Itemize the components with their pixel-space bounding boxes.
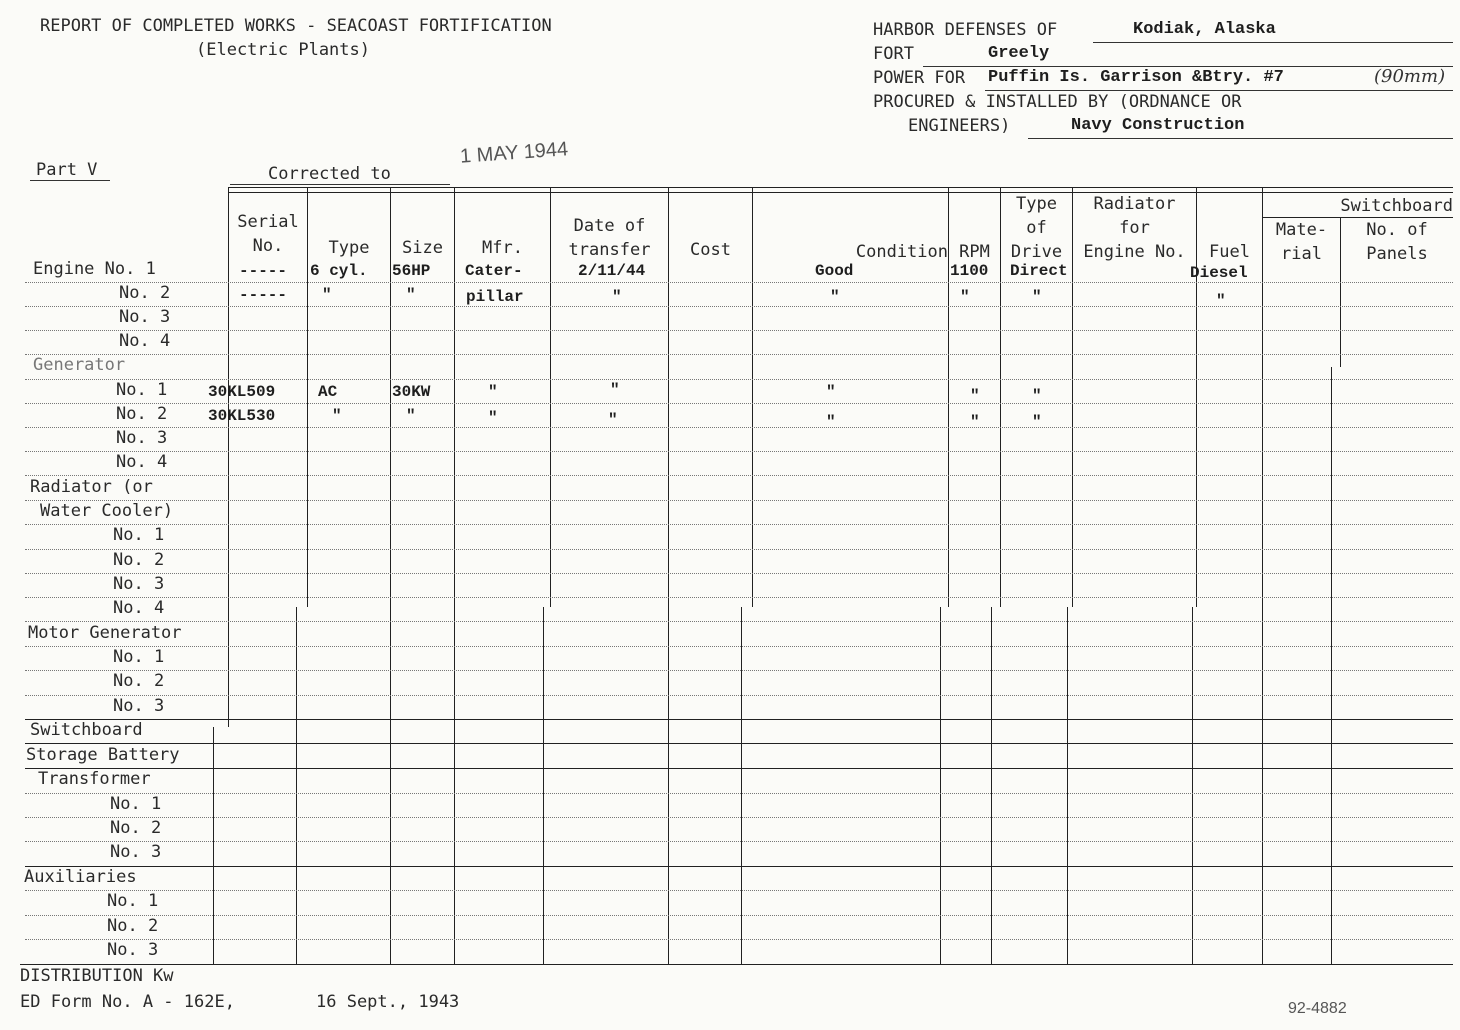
col-drive-l3: Drive (1010, 242, 1063, 262)
cell-condition: " (830, 288, 840, 306)
row-label: No. 1 (116, 380, 168, 400)
cell-type: " (322, 286, 332, 304)
row-rule-solid (25, 743, 1453, 744)
part-label: Part V (36, 160, 98, 180)
row-label: Motor Generator (28, 623, 182, 643)
form-subtitle: (Electric Plants) (196, 40, 370, 60)
row-label: No. 1 (113, 525, 165, 545)
row-rule (25, 282, 1453, 283)
row-rule (25, 670, 1453, 671)
row-label: No. 3 (110, 842, 162, 862)
engineers-label: ENGINEERS) (908, 116, 1011, 136)
cell-size: " (406, 286, 416, 304)
row-label: No. 3 (107, 940, 159, 960)
row-label: No. 1 (113, 647, 165, 667)
col-radiator-l3: Engine No. (1083, 242, 1186, 262)
cell-serial: 30KL530 (208, 407, 276, 425)
corrected-label: Corrected to (268, 164, 391, 184)
col-cost: Cost (690, 240, 731, 260)
row-rule (25, 841, 1453, 842)
row-rule (25, 354, 1453, 355)
cell-drive: " (1032, 413, 1042, 431)
row-label: Water Cooler) (40, 501, 174, 521)
col-size: Size (402, 238, 443, 258)
row-label: No. 1 (107, 891, 159, 911)
cell-size: 30KW (392, 383, 431, 401)
table-bottom-rule (20, 964, 1453, 965)
cell-drive: " (1032, 288, 1042, 306)
col-material-l1: Mate- (1275, 220, 1328, 240)
row-label: No. 3 (113, 574, 165, 594)
cell-mfr: " (488, 409, 498, 427)
procured-label: PROCURED & INSTALLED BY (ORDNANCE OR (873, 92, 1242, 112)
col-type: Type (328, 238, 370, 258)
row-label: Engine No. 1 (33, 259, 156, 279)
cell-size: 56HP (392, 262, 431, 280)
row-label: No. 2 (116, 404, 168, 424)
row-label: No. 2 (113, 671, 165, 691)
col-switchboard: Switchboard (1340, 196, 1453, 216)
row-rule (25, 427, 1453, 428)
col-divider (1331, 367, 1332, 964)
power-value: Puffin Is. Garrison &Btry. #7 (988, 68, 1284, 87)
row-rule (25, 306, 1453, 307)
col-rpm: RPM (959, 242, 990, 262)
col-divider (1192, 607, 1193, 964)
col-serial-l2: No. (252, 236, 284, 256)
cell-size: " (406, 407, 416, 425)
fort-label: FORT (873, 44, 914, 64)
col-divider (296, 607, 297, 964)
col-divider (1262, 187, 1263, 964)
cell-type: " (332, 407, 342, 425)
col-drive-l2: of (1026, 218, 1047, 238)
row-label: Generator (33, 355, 126, 375)
power-label: POWER FOR (873, 68, 966, 88)
cell-mfr: pillar (466, 288, 524, 306)
date-stamp: 1 MAY 1944 (459, 138, 569, 168)
harbor-label: HARBOR DEFENSES OF (873, 20, 1058, 40)
col-condition: Condition (855, 242, 948, 262)
cell-condition: " (826, 383, 836, 401)
table-top-rule (228, 187, 1453, 188)
row-label: Transformer (38, 769, 151, 789)
col-divider (668, 187, 669, 964)
procured-value: Navy Construction (1071, 116, 1245, 135)
row-label: No. 1 (110, 794, 162, 814)
col-divider (390, 187, 391, 964)
part-underline (30, 160, 110, 181)
col-divider (991, 607, 992, 964)
cell-condition: Good (815, 262, 854, 280)
form-date: 16 Sept., 1943 (316, 992, 460, 1012)
col-radiator-l2: for (1119, 218, 1150, 238)
harbor-value: Kodiak, Alaska (1133, 20, 1276, 39)
col-divider (543, 607, 544, 964)
form-number: ED Form No. A - 162E, (20, 992, 235, 1012)
cell-serial: ----- (239, 286, 288, 304)
cell-drive: Direct (1010, 262, 1068, 280)
cell-condition: " (826, 413, 836, 431)
distribution-label: DISTRIBUTION Kw (20, 966, 174, 986)
col-panels-l1: No. of (1366, 220, 1428, 240)
cell-serial: 30KL509 (208, 383, 276, 401)
document-number: 92-4882 (1288, 1000, 1347, 1017)
cell-serial: ----- (239, 262, 288, 280)
row-rule (25, 915, 1453, 916)
row-label: No. 3 (113, 696, 165, 716)
col-divider (741, 607, 742, 964)
cell-date: " (608, 411, 618, 429)
row-label: No. 4 (113, 598, 165, 618)
row-rule (25, 695, 1453, 696)
row-rule (25, 403, 1453, 404)
col-serial-l1: Serial (237, 212, 299, 232)
col-date-l1: Date of (573, 216, 646, 236)
row-rule (25, 621, 1453, 622)
cell-rpm: " (970, 387, 980, 405)
col-drive-l1: Type (1016, 194, 1057, 214)
cell-mfr: Cater- (465, 262, 523, 280)
row-label: No. 2 (110, 818, 162, 838)
col-divider (454, 187, 455, 964)
power-handwritten: (90mm) (1374, 66, 1446, 87)
row-rule (25, 890, 1453, 891)
cell-fuel: " (1216, 292, 1226, 310)
form-title: REPORT OF COMPLETED WORKS - SEACOAST FORTIFICATION (40, 16, 552, 36)
row-label: No. 2 (113, 550, 165, 570)
row-rule (25, 573, 1453, 574)
row-label: No. 4 (119, 331, 171, 351)
row-rule (25, 793, 1453, 794)
col-panels-l2: Panels (1366, 244, 1428, 264)
row-rule-solid (25, 719, 1453, 720)
col-divider (213, 727, 214, 964)
row-label: No. 2 (107, 916, 159, 936)
fort-value: Greely (988, 44, 1050, 63)
col-material-l2: rial (1281, 244, 1322, 264)
row-rule (25, 330, 1453, 331)
row-rule (25, 524, 1453, 525)
row-rule (25, 817, 1453, 818)
cell-fuel: Diesel (1190, 264, 1248, 282)
row-label: No. 2 (119, 283, 171, 303)
row-rule-solid (25, 866, 1453, 867)
col-divider (940, 607, 941, 964)
cell-date: 2/11/44 (578, 262, 646, 280)
col-radiator-l1: Radiator (1093, 194, 1176, 214)
row-rule (25, 646, 1453, 647)
col-fuel: Fuel (1209, 242, 1250, 262)
table-top-rule-2 (228, 192, 1453, 193)
col-mfr: Mfr. (482, 238, 523, 258)
row-rule (25, 475, 1453, 476)
row-rule-solid (25, 768, 1453, 769)
row-label: Radiator (or (30, 477, 153, 497)
row-rule (25, 597, 1453, 598)
col-divider (1067, 607, 1068, 964)
corrected-underline (230, 162, 450, 185)
row-label: No. 3 (116, 428, 168, 448)
row-rule (25, 451, 1453, 452)
cell-drive: " (1032, 387, 1042, 405)
cell-rpm: " (970, 413, 980, 431)
row-label: Switchboard (30, 720, 143, 740)
row-label: No. 3 (119, 307, 171, 327)
cell-type: 6 cyl. (310, 262, 368, 280)
cell-mfr: " (488, 383, 498, 401)
cell-rpm: " (960, 288, 970, 306)
col-divider (752, 187, 753, 607)
cell-rpm: 1100 (950, 262, 989, 280)
row-rule (25, 549, 1453, 550)
cell-date: " (610, 381, 620, 399)
row-label: No. 4 (116, 452, 168, 472)
row-rule (25, 379, 1453, 380)
cell-type: AC (318, 383, 338, 401)
row-label: Auxiliaries (24, 867, 137, 887)
row-rule (25, 939, 1453, 940)
row-rule (25, 500, 1453, 501)
row-label: Storage Battery (26, 745, 180, 765)
cell-date: " (612, 288, 622, 306)
col-date-l2: transfer (568, 240, 651, 260)
